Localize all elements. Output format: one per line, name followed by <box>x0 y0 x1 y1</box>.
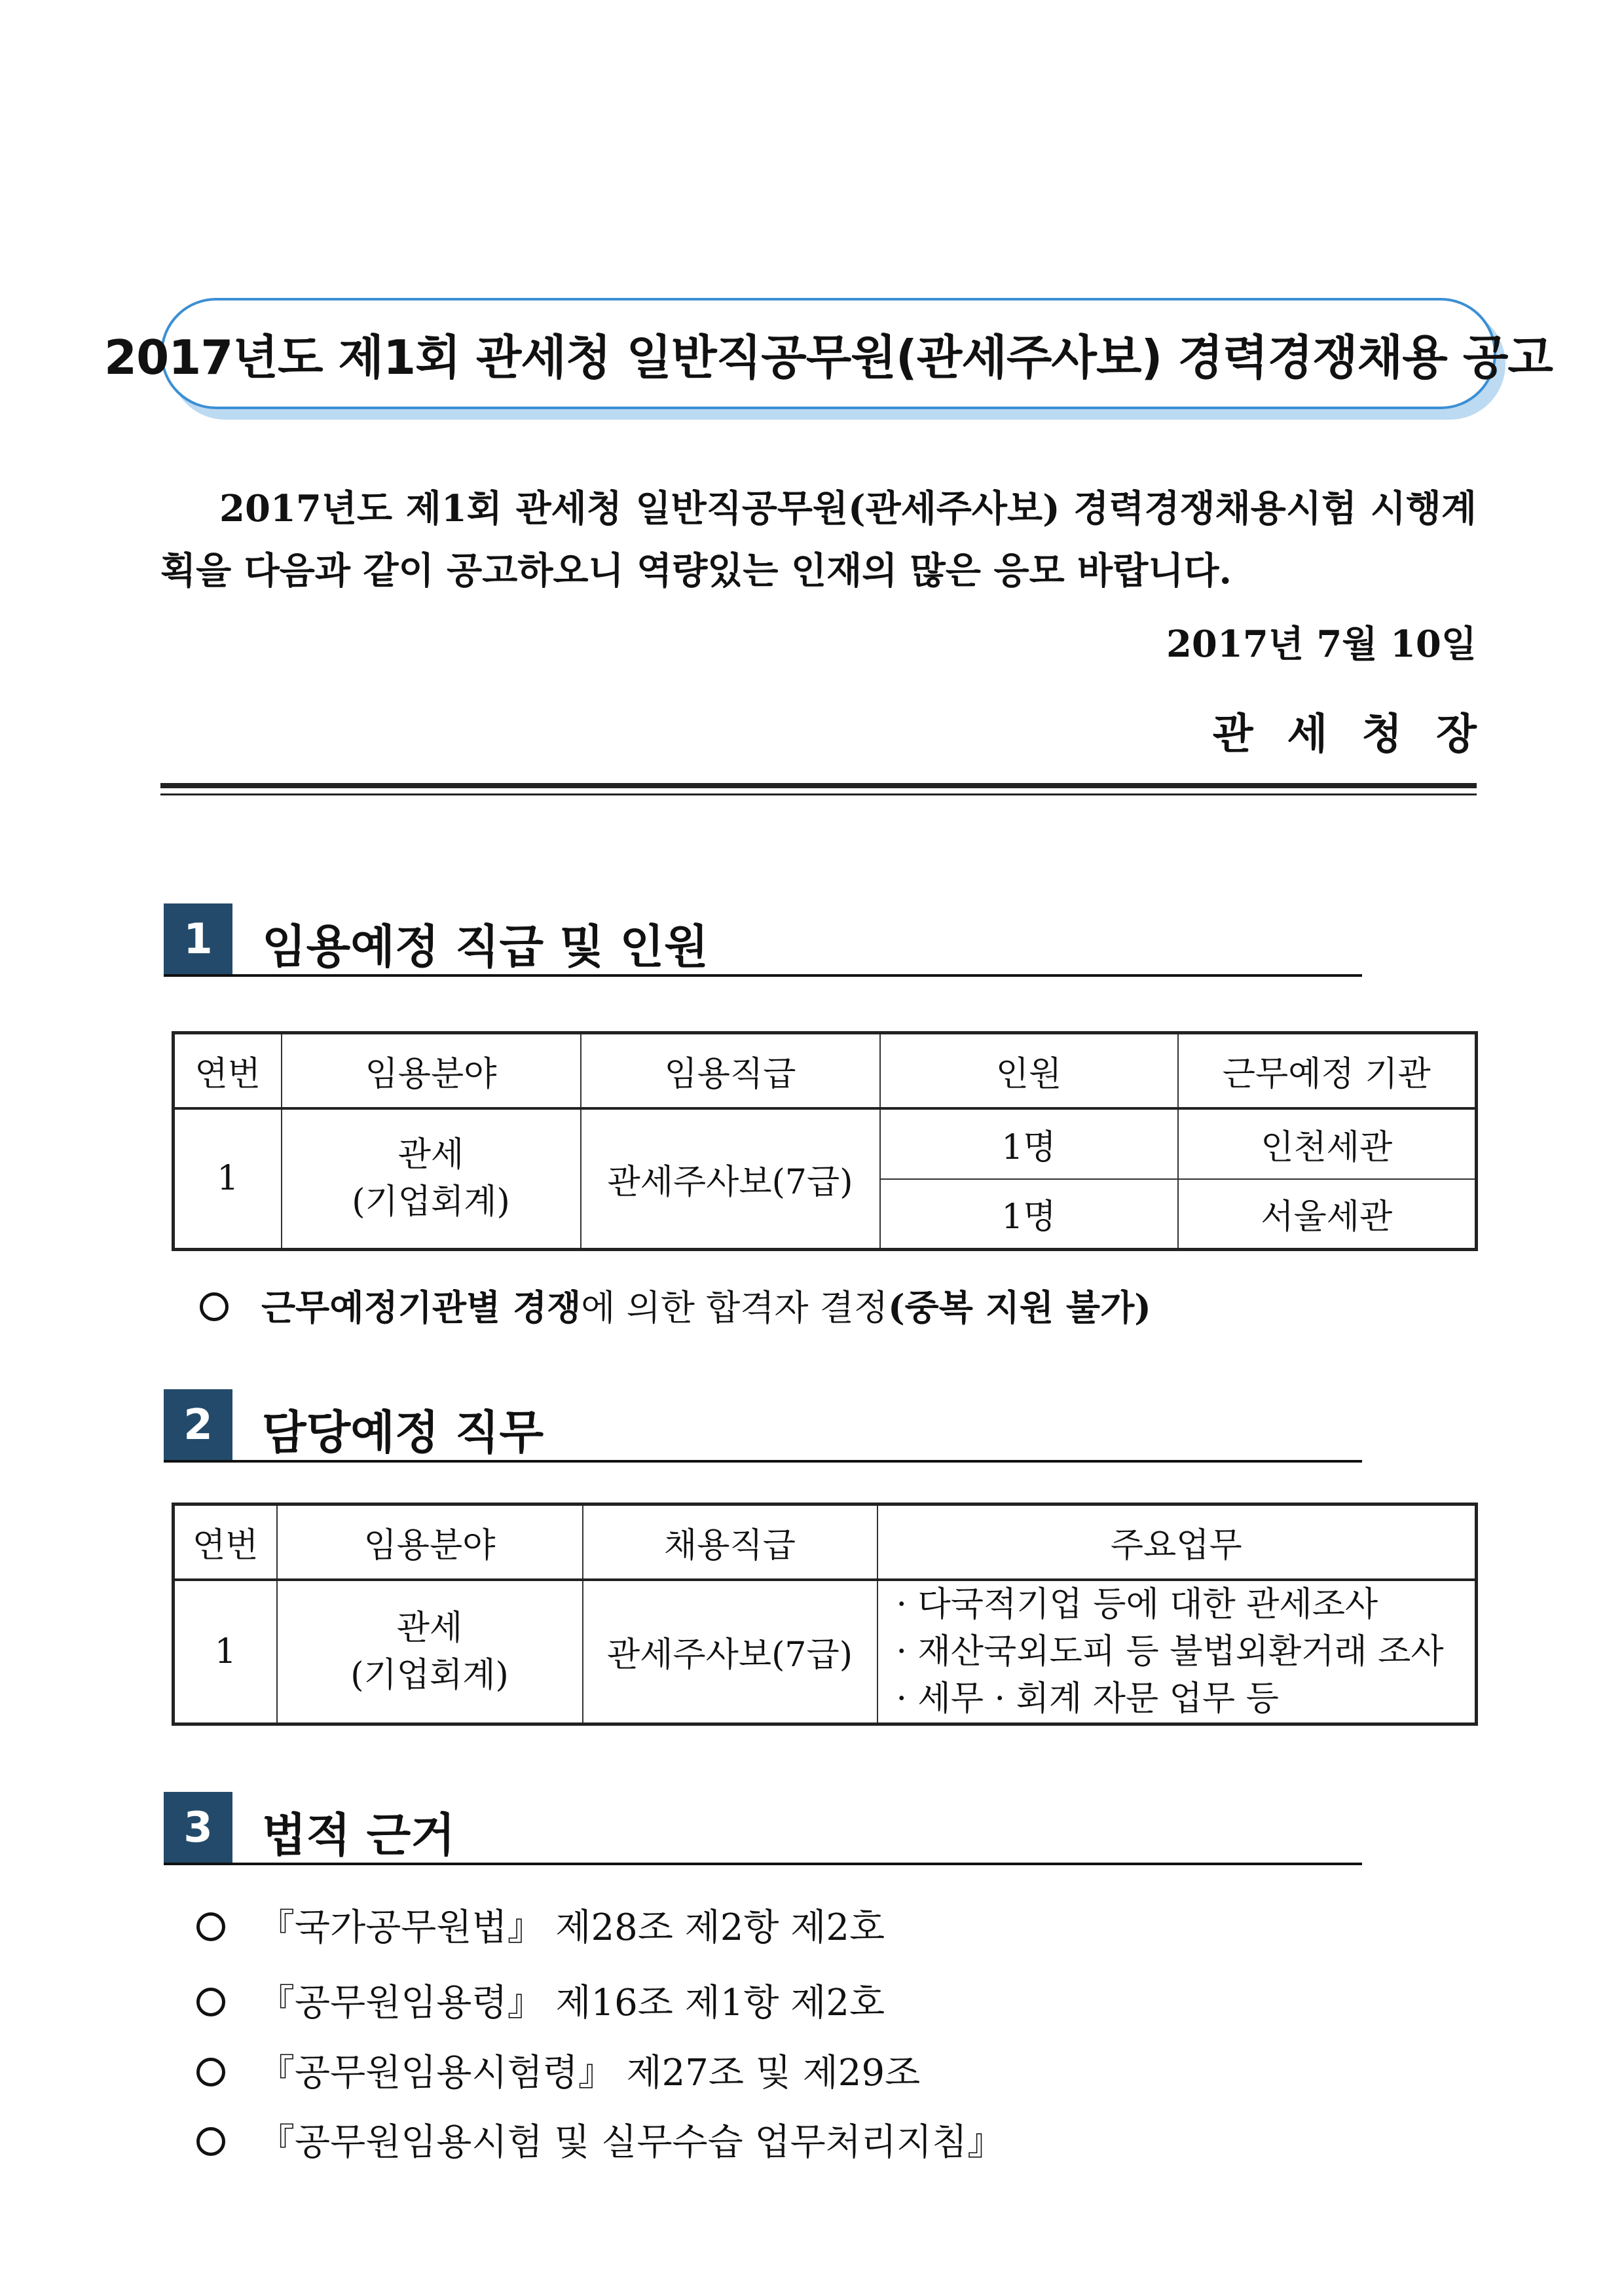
bullet-circle-icon <box>200 1292 229 1321</box>
divider-thin <box>160 793 1477 795</box>
divider-thick <box>160 783 1477 788</box>
row-field <box>277 1580 583 1724</box>
row-no: 1 <box>174 1580 277 1724</box>
row-grade: 관세주사보(7급) <box>583 1580 877 1724</box>
header-no: 연번 <box>174 1033 282 1108</box>
note-bold-1: 근무예정기관별 경쟁 <box>261 1286 581 1328</box>
page-title: 2017년도 제1회 관세청 일반직공무원(관세주사보) 경력경쟁채용 공고 <box>104 330 1553 385</box>
row-no: 1 <box>174 1108 282 1250</box>
law-item <box>196 2113 1004 2166</box>
office-incheon: 인천세관 <box>1178 1108 1477 1179</box>
title-banner <box>104 298 1553 409</box>
section1-number: 1 <box>164 903 232 975</box>
header-grade: 임용직급 <box>581 1033 880 1108</box>
duty-item: · 세무 · 회계 자문 업무 등 <box>896 1679 1279 1719</box>
field-line1: 관세 <box>397 1135 464 1175</box>
law-item <box>196 1974 885 2026</box>
field-line2: (기업회계) <box>350 1655 509 1695</box>
section1-underline <box>164 974 1362 977</box>
note-bold-2: (중복 지원 불가) <box>888 1286 1151 1328</box>
header-field: 임용분야 <box>282 1033 581 1108</box>
note-mid: 에 의한 합격자 결정 <box>581 1287 889 1328</box>
law-item-text: 『국가공무원법』 제28조 제2항 제2호 <box>258 1906 885 1949</box>
header-grade: 채용직급 <box>583 1504 877 1580</box>
law-item <box>196 1899 885 1951</box>
row-duties <box>877 1580 1477 1724</box>
section3-number: 3 <box>164 1792 232 1864</box>
bullet-circle-icon <box>196 1988 225 2016</box>
section2-title: 담당예정 직무 <box>262 1406 544 1459</box>
count-incheon: 1명 <box>880 1108 1178 1179</box>
duty-item: · 재산국외도피 등 불법외환거래 조사 <box>896 1631 1444 1671</box>
law-item <box>196 2044 920 2096</box>
header-field: 임용분야 <box>277 1504 583 1580</box>
header-count: 인원 <box>880 1033 1178 1108</box>
count-seoul: 1명 <box>880 1179 1178 1250</box>
row-field <box>282 1108 581 1250</box>
law-item-text: 『공무원임용시험 및 실무수습 업무처리지침』 <box>258 2121 1005 2164</box>
section2-number: 2 <box>164 1389 232 1461</box>
section1-title: 임용예정 직급 및 인원 <box>262 920 709 974</box>
duties-table <box>172 1503 1478 1726</box>
intro-paragraph: 2017년도 제1회 관세청 일반직공무원(관세주사보) 경력경쟁채용시험 시행계획을 다음과 같이 공고하오니 역량있는 인재의 많은 응모 바랍니다. <box>160 487 1477 592</box>
field-line1: 관세 <box>396 1608 463 1648</box>
header-duties: 주요업무 <box>877 1504 1477 1580</box>
bullet-circle-icon <box>196 2058 225 2086</box>
office-seoul: 서울세관 <box>1178 1179 1477 1250</box>
row-grade: 관세주사보(7급) <box>581 1108 880 1250</box>
section3-title: 법적 근거 <box>262 1808 455 1862</box>
header-office: 근무예정 기관 <box>1178 1033 1477 1108</box>
field-line2: (기업회계) <box>352 1182 510 1222</box>
positions-table <box>172 1031 1478 1251</box>
section3-underline <box>164 1863 1362 1865</box>
bullet-circle-icon <box>196 1912 225 1941</box>
section2-underline <box>164 1460 1362 1463</box>
announcement-date: 2017년 7월 10일 <box>1166 623 1477 666</box>
law-item-text: 『공무원임용시험령』 제27조 및 제29조 <box>258 2052 921 2094</box>
issuer: 관세청장 <box>1212 710 1511 759</box>
selection-note <box>200 1280 1151 1330</box>
header-no: 연번 <box>174 1504 277 1580</box>
duty-item: · 다국적기업 등에 대한 관세조사 <box>896 1584 1378 1624</box>
law-item-text: 『공무원임용령』 제16조 제1항 제2호 <box>258 1982 885 2024</box>
bullet-circle-icon <box>196 2127 225 2156</box>
